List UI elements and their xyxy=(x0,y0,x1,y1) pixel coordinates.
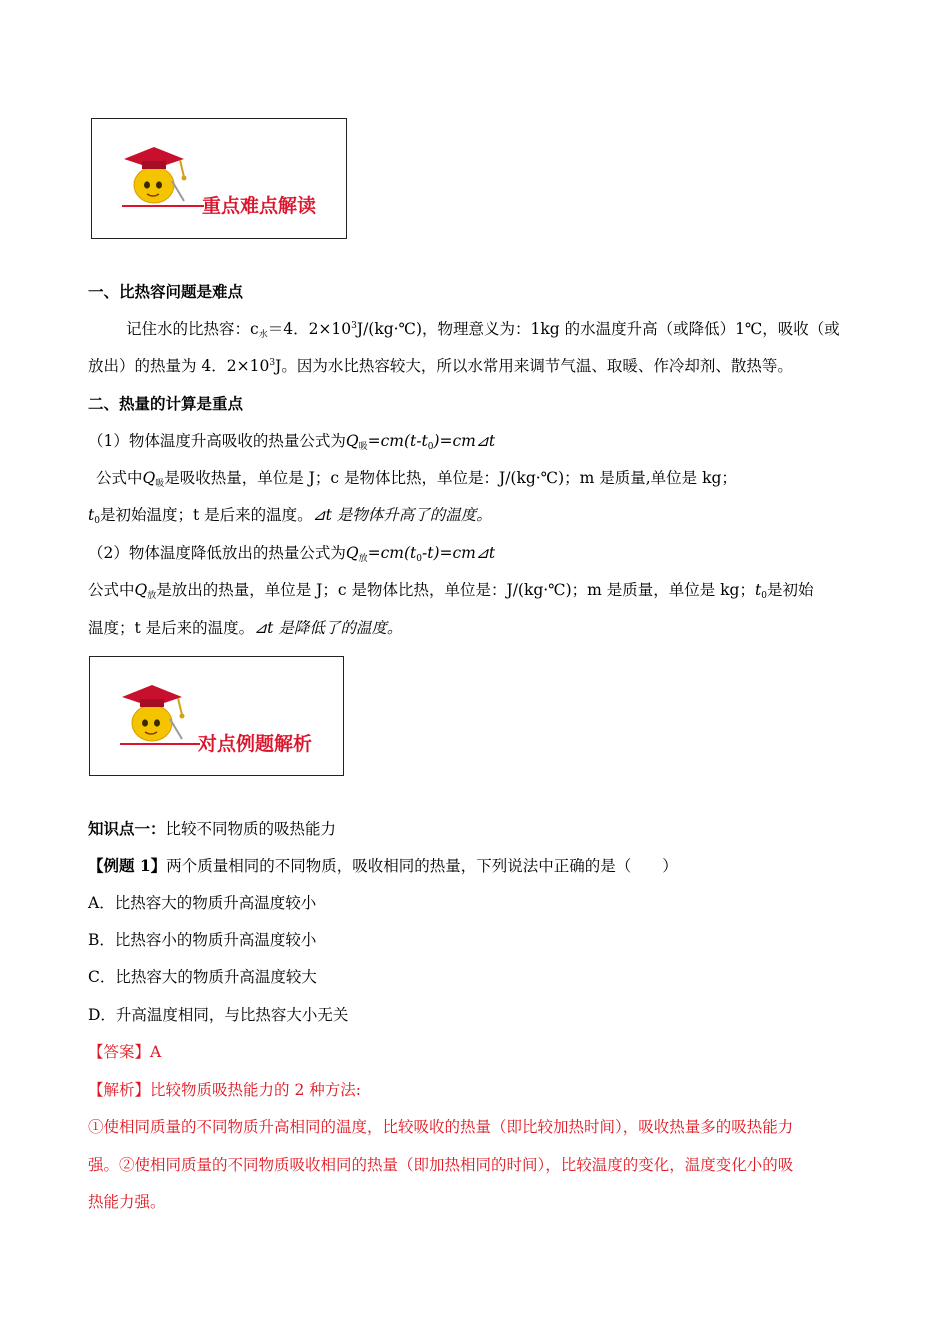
option-a: A．比热容大的物质升高温度较小 xyxy=(88,894,317,912)
section-heading-1: 一、比热容问题是难点 xyxy=(88,282,244,301)
option-c: C．比热容大的物质升高温度较大 xyxy=(88,968,317,986)
banner-title: 重点难点解读 xyxy=(202,195,317,217)
option-d: D．升高温度相同，与比热容大小无关 xyxy=(88,1006,349,1024)
analysis-line: 强。②使相同质量的不同物质吸收相同的热量（即加热相同的时间），比较温度的变化，温度变化小的吸 xyxy=(88,1156,794,1174)
example-question: 【例题 1】两个质量相同的不同物质，吸收相同的热量，下列说法中正确的是（ ） xyxy=(88,856,678,875)
section-banner-examples xyxy=(89,656,344,776)
banner-rule xyxy=(120,743,200,745)
knowledge-point: 知识点一：比较不同物质的吸热能力 xyxy=(88,819,337,838)
option-b: B．比热容小的物质升高温度较小 xyxy=(88,931,317,949)
formula-line-release: （2）物体温度降低放出的热量公式为$Q_放=cm(t_0-t)=cm⊿t$ xyxy=(88,544,496,564)
analysis-line: 热能力强。 xyxy=(88,1193,166,1211)
analysis-title: 【解析】比较物质吸热能力的 2 种方法: xyxy=(88,1081,361,1099)
analysis-line: ①使相同质量的不同物质升高相同的温度，比较吸收的热量（即比较加热时间），吸收热量多的吸热能力 xyxy=(88,1118,794,1136)
banner-title: 对点例题解析 xyxy=(198,733,313,755)
answer-line: 【答案】A xyxy=(88,1043,162,1061)
banner-rule xyxy=(122,205,204,207)
paragraph-line: 公式中$Q_吸$是吸收热量，单位是 J；c 是物体比热，单位是：J/(kg·℃)；m 是质量,单位是 kg； xyxy=(96,469,737,489)
paragraph-line: 公式中$Q_放$是放出的热量，单位是 J；c 是物体比热，单位是：J/(kg·℃)；m 是质量，单位是 kg；$t_0$是初始 xyxy=(88,581,814,601)
paragraph-line: 放出）的热量为 4．$2\times 10^3J$。因为水比热容较大，所以水常用来调节气温、取暖、作冷却剂、散热等。 xyxy=(88,357,793,375)
paragraph-line: $t_0$是初始温度；t 是后来的温度。⊿t 是物体升高了的温度。 xyxy=(88,506,492,526)
mascot-graduation-icon xyxy=(114,131,194,211)
section-banner-key-points xyxy=(91,118,347,239)
paragraph-line: 记住水的比热容：$c_水=4$．$2\times 10^3J/(kg\cdot℃)$，物理意义为：1kg 的水温度升高（或降低）1℃，吸收（或 xyxy=(126,320,840,340)
mascot-graduation-icon xyxy=(112,669,192,749)
paragraph-line: 温度；t 是后来的温度。⊿t 是降低了的温度。 xyxy=(88,619,403,637)
section-heading-2: 二、热量的计算是重点 xyxy=(88,394,244,413)
formula-line-absorb: （1）物体温度升高吸收的热量公式为$Q_吸=cm(t-t_0)=cm⊿t$ xyxy=(88,432,496,452)
